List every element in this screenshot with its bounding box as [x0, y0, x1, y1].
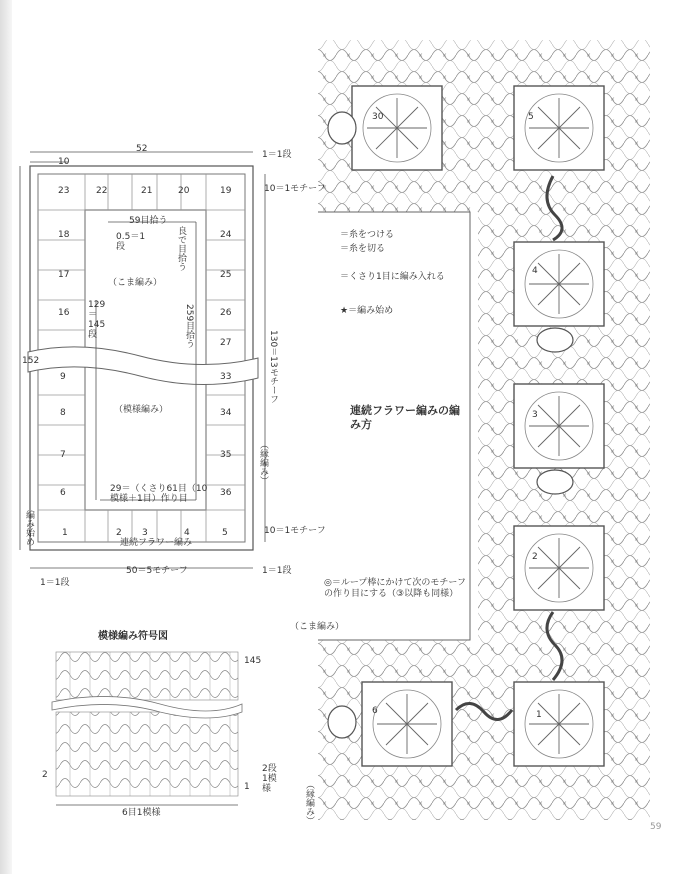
- motif-10b: 10＝1モチーフ: [264, 526, 326, 536]
- legend-chain: ＝くさり1目に編み入れる: [340, 272, 445, 282]
- edge-small: （縁編み）: [304, 780, 314, 825]
- motif-number: 18: [58, 230, 70, 240]
- motif-number: 17: [58, 270, 70, 280]
- pattern-chart: [52, 652, 242, 805]
- blanket-schematic: [20, 152, 265, 568]
- pattern-label: （模様編み）: [114, 405, 169, 415]
- legend-cut: ＝糸を切る: [340, 244, 386, 254]
- motif-number: 6: [60, 488, 66, 498]
- start-label: 59目拾う: [129, 216, 168, 226]
- pick-label: 良で目拾う: [176, 226, 186, 271]
- edge-label: （縁編み）: [258, 440, 268, 485]
- motif-number: 21: [141, 186, 153, 196]
- big-motif-number: 2: [532, 552, 538, 562]
- motif-number: 27: [220, 338, 232, 348]
- row-145: 145: [244, 656, 262, 666]
- big-motif-number: 3: [532, 410, 538, 420]
- motif-number: 36: [220, 488, 232, 498]
- side-130: 130＝13モチーフ: [268, 330, 278, 404]
- motif-number: 4: [184, 528, 190, 538]
- motif-number: 35: [220, 450, 232, 460]
- side-259: 259目拾う: [184, 304, 194, 349]
- motif-number: 22: [96, 186, 108, 196]
- flower-row: 連続フラワー編み: [120, 538, 193, 548]
- big-motif-number: 4: [532, 266, 538, 276]
- big-motif-number: 6: [372, 706, 378, 716]
- half-row: 0.5＝1段: [116, 232, 146, 252]
- motif-10: 10＝1モチーフ: [264, 184, 326, 194]
- bottom-1r: 1＝1段: [262, 566, 292, 576]
- big-motif-number: 1: [536, 710, 542, 720]
- page-number: 59: [650, 822, 662, 832]
- motif-number: 3: [142, 528, 148, 538]
- motif-number: 34: [220, 408, 232, 418]
- dim-10: 10: [58, 157, 70, 167]
- motif-number: 5: [222, 528, 228, 538]
- motif-number: 9: [60, 372, 66, 382]
- bottom-1: 1＝1段: [40, 578, 70, 588]
- motif-number: 8: [60, 408, 66, 418]
- loop-note: ◎＝ループ棒にかけて次のモチーフの作り目にする（③以降も同様）: [324, 578, 466, 599]
- koma-label: （こま編み）: [108, 278, 163, 288]
- row-1dan: 1＝1段: [262, 150, 292, 160]
- motif-number: 16: [58, 308, 70, 318]
- rep-6me: 6目1模様: [122, 808, 161, 818]
- pattern-title: 模様編み符号図: [98, 631, 168, 642]
- motif-number: 33: [220, 372, 232, 382]
- start-mark: 編み始め: [24, 510, 34, 546]
- motif-number: 25: [220, 270, 232, 280]
- bottom-50: 50＝5モチーフ: [126, 566, 188, 576]
- start-29: 29＝（くさり61目（10模様＋1目）作り目: [110, 484, 208, 504]
- motif-number: 23: [58, 186, 70, 196]
- motif-number: 2: [116, 528, 122, 538]
- left-152: 152: [22, 356, 40, 366]
- motif-number: 26: [220, 308, 232, 318]
- legend-start: ★＝編み始め: [340, 306, 394, 316]
- row-2: 2: [42, 770, 48, 780]
- flower-title: 連続フラワー編みの編み方: [350, 404, 460, 431]
- big-motif-number: 30: [372, 112, 384, 122]
- legend-attach: ＝糸をつける: [340, 230, 395, 240]
- motif-number: 7: [60, 450, 66, 460]
- big-motif-number: 5: [528, 112, 534, 122]
- koma-small: （こま編み）: [290, 622, 345, 632]
- row-1: 1: [244, 782, 250, 792]
- motif-number: 19: [220, 186, 232, 196]
- rep-2dan: 2段1模様: [262, 764, 277, 794]
- motif-number: 20: [178, 186, 190, 196]
- dim-width: 52: [136, 144, 148, 154]
- motif-number: 1: [62, 528, 68, 538]
- motif-number: 24: [220, 230, 232, 240]
- side-129: 129＝145段: [88, 300, 106, 340]
